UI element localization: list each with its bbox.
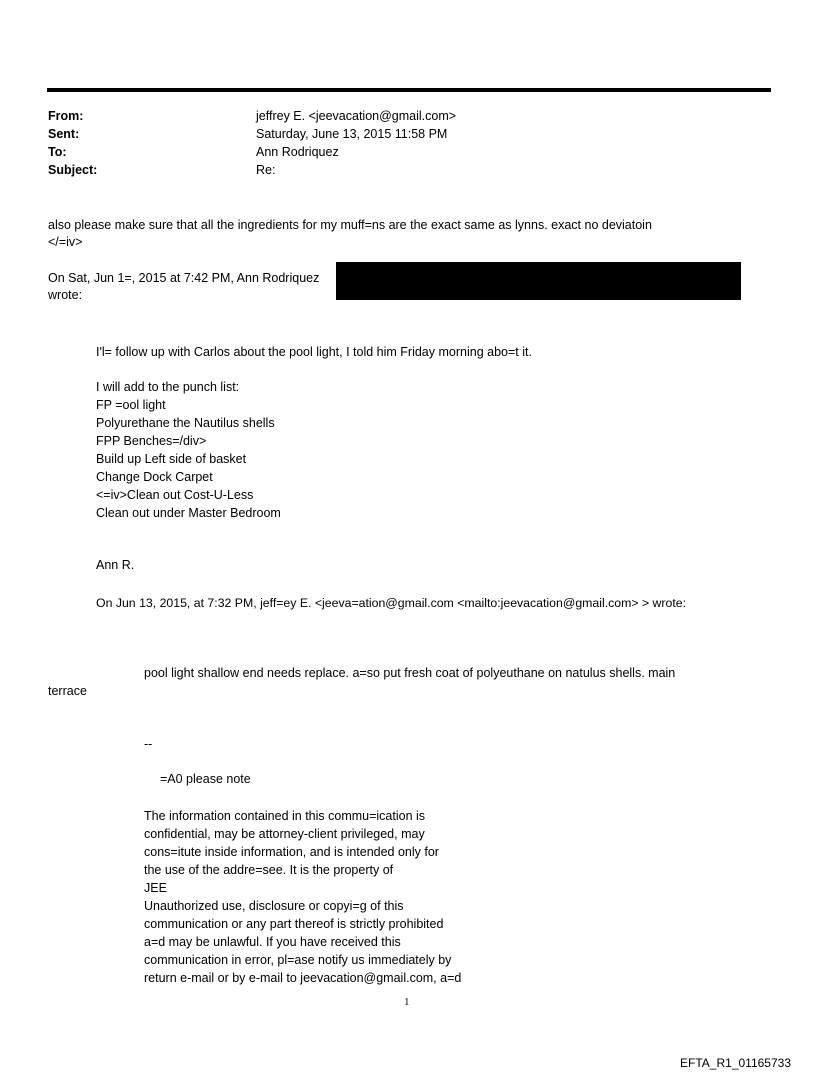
redaction-block (336, 262, 741, 300)
signature: Ann R. (96, 558, 135, 572)
to-value: Ann Rodriquez (256, 145, 339, 159)
sent-value: Saturday, June 13, 2015 11:58 PM (256, 127, 448, 141)
dashes: -- (144, 737, 153, 751)
subject-value: Re: (256, 163, 276, 177)
followup-line: I'l= follow up with Carlos about the pool light, I told him Friday morning abo=t it. (96, 345, 532, 359)
punch-list (96, 378, 281, 522)
disclaimer (144, 807, 461, 987)
punch-list-item: Build up Left side of basket (96, 452, 247, 466)
sent-label: Sent: (48, 127, 80, 141)
to-label: To: (48, 145, 67, 159)
disclaimer-line: cons=itute inside information, and is intended only for (144, 845, 439, 859)
intro-line-1: also please make sure that all the ingredients for my muff=ns are the exact same as lynns. exact no deviatoin (48, 218, 652, 232)
from-label: From: (48, 109, 84, 123)
please-note: =A0 please note (160, 772, 251, 786)
disclaimer-line: a=d may be unlawful. If you have received this (144, 935, 401, 949)
disclaimer-line: Unauthorized use, disclosure or copyi=g of this (144, 899, 404, 913)
disclaimer-line: the use of the addre=see. It is the property of (144, 863, 394, 877)
from-value: jeffrey E. <jeevacation@gmail.com> (256, 109, 457, 123)
disclaimer-line: return e-mail or by e-mail to jeevacation@gmail.com, a=d (144, 971, 462, 985)
disclaimer-line: confidential, may be attorney-client privileged, may (144, 827, 425, 841)
punch-list-item: Clean out under Master Bedroom (96, 506, 281, 520)
punch-list-item: FP =ool light (96, 398, 166, 412)
subject-label: Subject: (48, 163, 98, 177)
disclaimer-line: communication or any part thereof is strictly prohibited (144, 917, 444, 931)
pool-line-1: pool light shallow end needs replace. a=so put fresh coat of polyeuthane on natulus shells. main (144, 666, 676, 680)
reply-line-2: wrote: (48, 288, 83, 302)
disclaimer-line: JEE (144, 881, 167, 895)
punch-list-item: Polyurethane the Nautilus shells (96, 416, 275, 430)
punch-list-item: <=iv>Clean out Cost-U-Less (96, 488, 254, 502)
page-number: 1 (404, 996, 410, 1008)
punch-list-item: Change Dock Carpet (96, 470, 213, 484)
document-id: EFTA_R1_01165733 (680, 1056, 791, 1070)
disclaimer-line: The information contained in this commu=ication is (144, 809, 426, 823)
punch-list-item: FPP Benches=/div> (96, 434, 207, 448)
quote-header: On Jun 13, 2015, at 7:32 PM, jeff=ey E. <jeeva=ation@gmail.com <mailto:jeevacation@gmail.com> > wrote: (96, 596, 687, 610)
disclaimer-line: communication in error, pl=ase notify us immediately by (144, 953, 452, 967)
header-rule (47, 88, 771, 92)
punch-list-item: I will add to the punch list: (96, 380, 240, 394)
pool-line-2: terrace (48, 684, 87, 698)
reply-line-1: On Sat, Jun 1=, 2015 at 7:42 PM, Ann Rodriquez (48, 271, 320, 285)
intro-line-2: </=iv> (48, 235, 83, 249)
